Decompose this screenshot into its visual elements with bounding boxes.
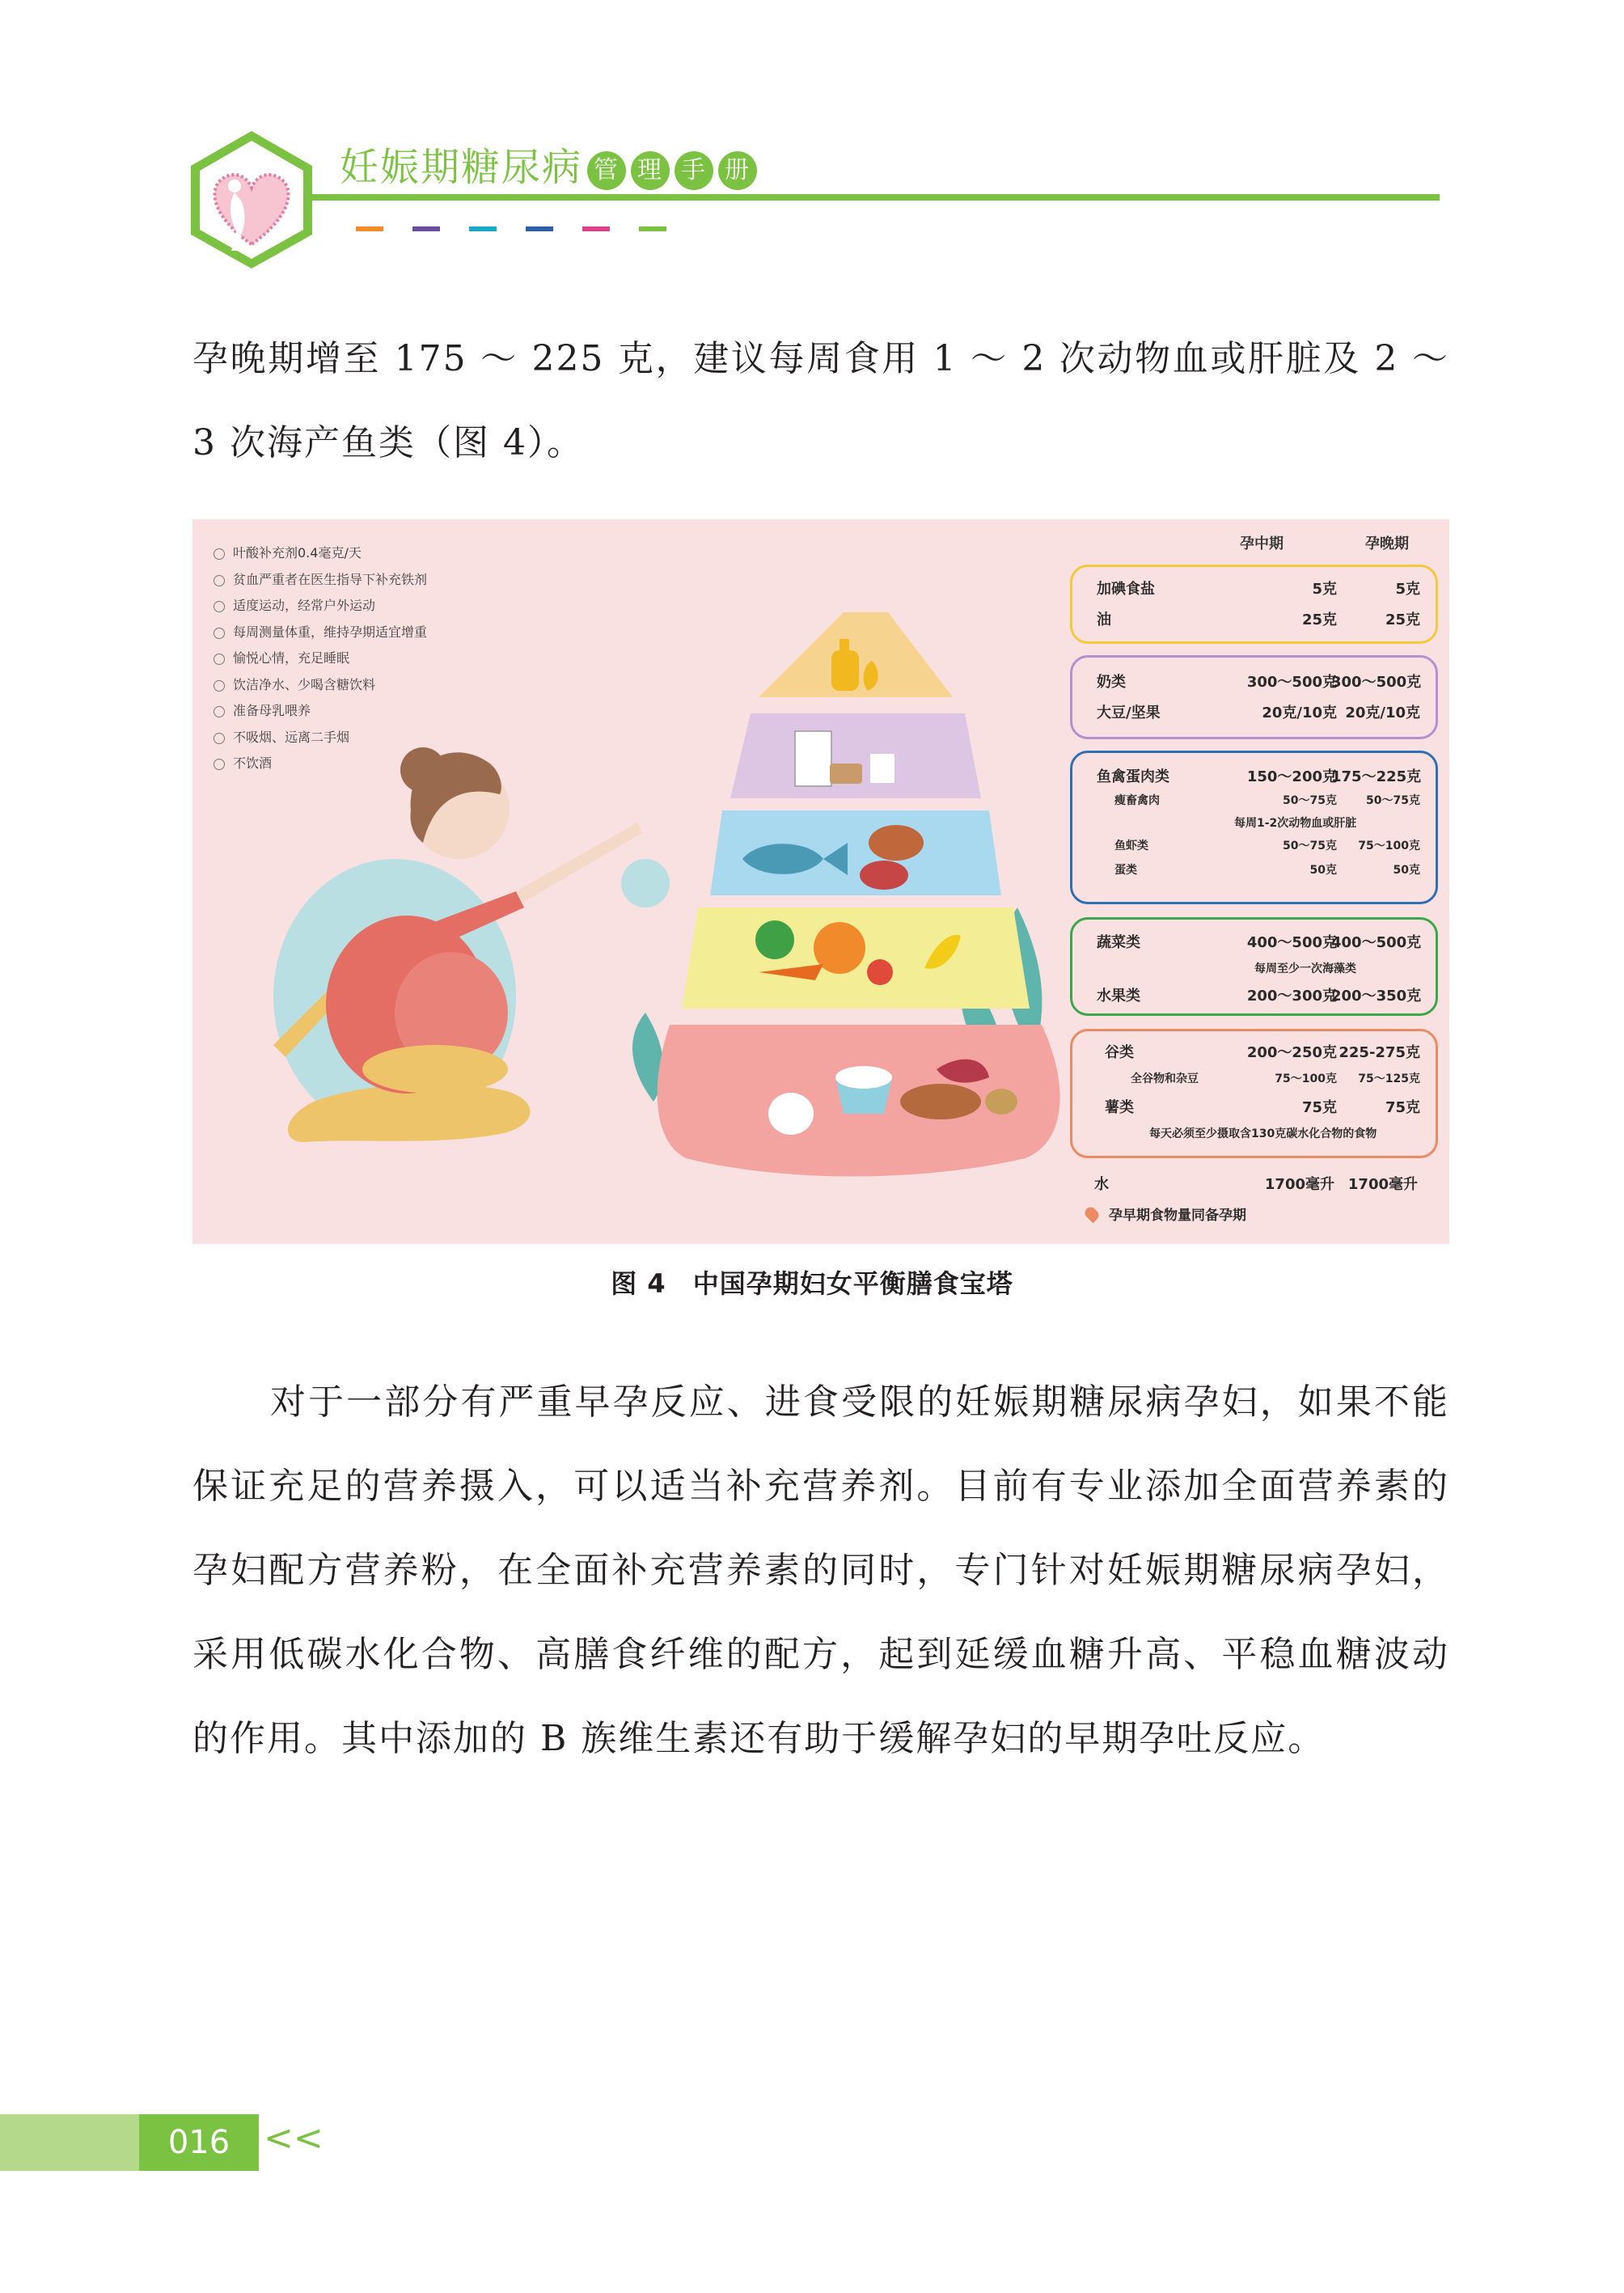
header-rule <box>307 194 1440 201</box>
header-dash <box>469 226 497 231</box>
header-dash <box>639 226 666 231</box>
row-label: 蔬菜类 <box>1097 934 1140 951</box>
row-late-value: 25克 <box>1385 611 1420 628</box>
advice-item-label: 饮洁净水、少喝含糖饮料 <box>233 676 376 692</box>
header-pill: 手 <box>675 151 713 190</box>
header-title <box>340 136 757 192</box>
row-late-value: 175～225克 <box>1331 768 1422 785</box>
note-text: 每周1-2次动物血或肝脏 <box>1234 817 1357 830</box>
advice-item-label: 愉悦心情，充足睡眠 <box>233 650 350 666</box>
row-label: 全谷物和杂豆 <box>1131 1072 1199 1085</box>
row-mid-value: 150～200克 <box>1246 768 1337 785</box>
salt-oil-box <box>1070 565 1438 644</box>
advice-item-label: 叶酸补充剂0.4毫克/天 <box>233 545 362 561</box>
row-mid-value: 20克/10克 <box>1262 704 1337 721</box>
header-pill: 册 <box>718 151 757 190</box>
footnote-text: 孕早期食物量同备孕期 <box>1109 1208 1246 1224</box>
row-label: 加碘食盐 <box>1097 581 1155 598</box>
row-late-value: 50克 <box>1393 864 1420 877</box>
row-late-value: 20克/10克 <box>1345 704 1420 721</box>
header-dash <box>582 226 610 231</box>
advice-item-label: 不吸烟、远离二手烟 <box>233 729 350 745</box>
advice-item-label: 不饮酒 <box>233 755 273 771</box>
row-mid-value: 400～500克 <box>1246 934 1337 951</box>
row-late-value: 50～75克 <box>1366 794 1420 807</box>
column-header-mid: 孕中期 <box>1240 535 1284 552</box>
body-paragraph: 孕晚期增至 175 ～ 225 克，建议每周食用 1 ～ 2 次动物血或肝脏及 2 ～ 3 次海产鱼类（图 4）。 <box>192 338 1449 463</box>
header-title-text: 妊娠期糖尿病 <box>340 145 583 190</box>
dairy-box <box>1070 655 1438 739</box>
row-label: 瘦畜禽肉 <box>1114 794 1160 807</box>
row-mid-value: 25克 <box>1301 611 1337 628</box>
pregnancy-food-pyramid-figure <box>192 519 1449 1244</box>
header-pill: 管 <box>587 151 626 190</box>
row-label: 奶类 <box>1097 674 1126 691</box>
row-late-value: 400～500克 <box>1331 934 1422 951</box>
advice-item-label: 贫血严重者在医生指导下补充铁剂 <box>233 571 428 587</box>
row-label: 油 <box>1097 611 1111 628</box>
row-mid-value: 50克 <box>1309 864 1337 877</box>
row-label: 鱼禽蛋肉类 <box>1097 768 1169 785</box>
row-mid-value: 75～100克 <box>1275 1072 1337 1085</box>
header-pill: 理 <box>631 151 670 190</box>
figure-footnote <box>1086 1204 1246 1224</box>
figure-caption: 图 4 中国孕期妇女平衡膳食宝塔 <box>611 1268 1013 1299</box>
row-label: 薯类 <box>1105 1099 1134 1116</box>
background-blob <box>621 859 670 907</box>
row-label: 鱼虾类 <box>1114 840 1148 852</box>
row-label: 水 <box>1094 1176 1109 1193</box>
advice-item-label: 适度运动，经常户外运动 <box>233 598 376 613</box>
row-mid-value: 50～75克 <box>1283 794 1337 807</box>
page-number: 016 <box>139 2114 259 2171</box>
row-mid-value: 300～500克 <box>1246 674 1337 691</box>
row-late-value: 75～125克 <box>1358 1072 1420 1085</box>
double-chevron-left-icon: << <box>264 2117 324 2159</box>
row-late-value: 75克 <box>1385 1099 1420 1116</box>
row-mid-value: 200～250克 <box>1246 1044 1337 1061</box>
row-late-value: 225-275克 <box>1339 1044 1420 1061</box>
pyramid-illustration <box>192 519 1066 1244</box>
row-late-value: 200～350克 <box>1331 988 1422 1005</box>
row-late-value: 300～500克 <box>1331 674 1422 691</box>
row-late-value: 5克 <box>1395 581 1420 598</box>
column-header-late: 孕晚期 <box>1365 535 1409 552</box>
row-mid-value: 50～75克 <box>1283 840 1337 852</box>
header-dash <box>356 226 383 231</box>
pyramid-tier-dairy <box>730 713 981 798</box>
body-paragraph: 对于一部分有严重早孕反应、进食受限的妊娠期糖尿病孕妇，如果不能保证充足的营养摄入，可以适当补充营养剂。目前有专业添加全面营养素的孕妇配方营养粉，在全面补充营养素的同时，专门针对妊娠期糖尿病孕妇，采用低碳水化合物、高膳食纤维的配方，起到延缓血糖升高、平稳血糖波动的作用。其中添加的 B 族维生素还有助于缓解孕妇的早期孕吐反应。 <box>192 1381 1449 1759</box>
row-mid-value: 75克 <box>1301 1099 1337 1116</box>
row-late-value: 75～100克 <box>1358 840 1420 852</box>
note-text: 每天必须至少摄取含130克碳水化合物的食物 <box>1149 1127 1377 1140</box>
header-dash <box>412 226 440 231</box>
row-label: 蛋类 <box>1114 864 1137 877</box>
heart-hexagon-pregnant-woman-icon <box>188 129 315 270</box>
advice-item-label: 准备母乳喂养 <box>233 703 311 718</box>
header-dash <box>526 226 553 231</box>
pin-icon <box>1083 1205 1102 1224</box>
row-mid-value: 1700毫升 <box>1264 1176 1334 1193</box>
advice-item-label: 每周测量体重，维持孕期适宜增重 <box>233 624 428 640</box>
row-label: 大豆/坚果 <box>1097 704 1161 721</box>
row-late-value: 1700毫升 <box>1347 1176 1418 1193</box>
protein-box <box>1070 751 1438 904</box>
vegetable-fruit-box <box>1070 917 1438 1016</box>
row-label: 谷类 <box>1105 1044 1134 1061</box>
row-label: 水果类 <box>1097 988 1140 1005</box>
grain-box <box>1070 1029 1438 1158</box>
row-mid-value: 200～300克 <box>1246 988 1337 1005</box>
note-text: 每周至少一次海藻类 <box>1254 962 1356 975</box>
row-mid-value: 5克 <box>1312 581 1337 598</box>
